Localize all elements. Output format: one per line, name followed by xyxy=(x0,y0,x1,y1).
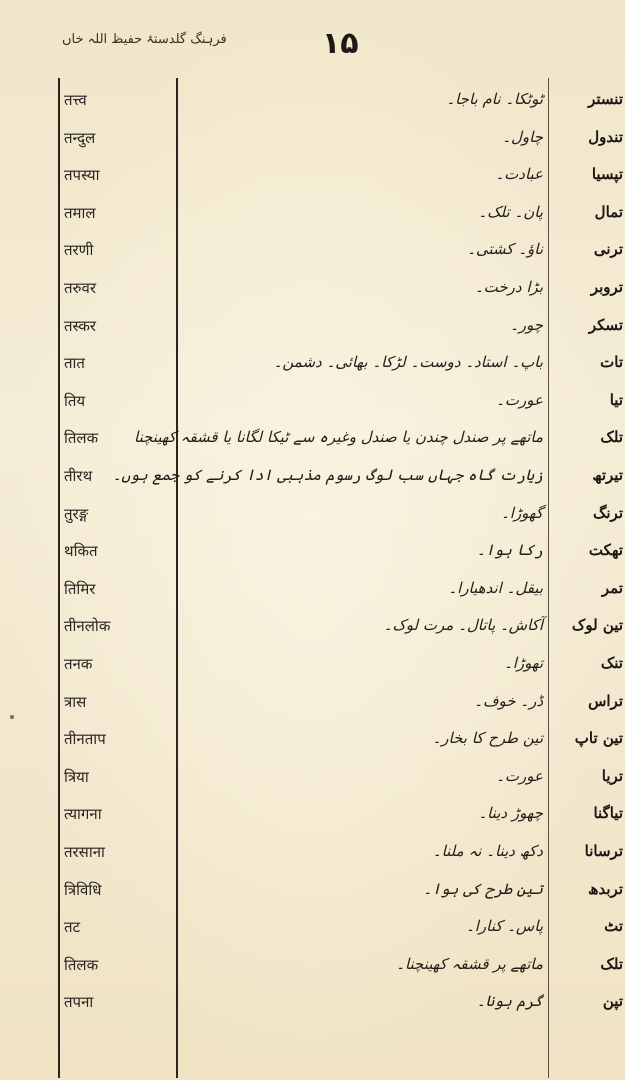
glossary-row xyxy=(0,165,625,195)
urdu-headword: تروبر xyxy=(590,278,623,296)
glossary-row xyxy=(0,428,625,458)
urdu-headword: تھکت xyxy=(588,541,623,560)
urdu-headword: تپسیا xyxy=(591,165,623,184)
glossary-row xyxy=(0,880,625,910)
urdu-headword: تین لوک xyxy=(571,616,623,635)
glossary-row xyxy=(0,541,625,571)
glossary-row xyxy=(0,466,625,496)
urdu-meaning: عورت۔ xyxy=(496,390,543,409)
urdu-headword: تلک xyxy=(600,954,623,973)
hindi-word: तरणी xyxy=(64,241,94,260)
glossary-row xyxy=(0,955,625,985)
glossary-row xyxy=(0,804,625,834)
urdu-meaning: چاول۔ xyxy=(502,127,543,146)
urdu-headword: تیاگنا xyxy=(593,804,623,823)
hindi-word: त्रिया xyxy=(64,767,89,786)
hindi-word: तिलक xyxy=(64,429,99,448)
urdu-headword: تنستر xyxy=(588,90,623,108)
hindi-word: तपस्या xyxy=(64,166,100,185)
urdu-meaning: رکا ہوا۔ xyxy=(476,541,543,560)
glossary-row xyxy=(0,842,625,872)
hindi-word: तन्दुल xyxy=(64,128,96,147)
urdu-meaning: عبادت۔ xyxy=(495,165,543,184)
hindi-word: त्यागना xyxy=(64,805,102,824)
hindi-word: तट xyxy=(64,918,81,937)
glossary-row xyxy=(0,128,625,158)
hindi-word: तत्त्व xyxy=(64,91,87,109)
urdu-meaning: بڑا درخت۔ xyxy=(474,278,543,296)
urdu-meaning: زیارت گاہ جہاں سب لوگ رسوم مذہبی ادا کرنے کو جمع ہوں۔ xyxy=(112,466,543,484)
urdu-meaning: تھوڑا۔ xyxy=(503,654,543,672)
hindi-word: तुरङ्ग xyxy=(64,504,89,523)
hindi-word: तनक xyxy=(64,655,93,673)
hindi-word: तिय xyxy=(64,391,86,410)
glossary-row xyxy=(0,992,625,1022)
urdu-meaning: تین طرح کا بخار۔ xyxy=(432,729,543,748)
urdu-headword: ترنگ xyxy=(592,503,623,522)
urdu-headword: تندول xyxy=(588,127,623,146)
urdu-meaning: پان۔ تلک۔ xyxy=(478,202,543,221)
hindi-word: थकित xyxy=(64,542,98,561)
hindi-word: तरसाना xyxy=(64,843,105,861)
hindi-word: तीनताप xyxy=(64,730,106,749)
urdu-meaning: عورت۔ xyxy=(496,766,543,785)
urdu-meaning: چور۔ xyxy=(509,315,543,334)
glossary-row xyxy=(0,579,625,609)
glossary-row xyxy=(0,240,625,270)
hindi-word: त्रास xyxy=(64,692,87,711)
urdu-headword: تٹ xyxy=(604,917,623,936)
urdu-meaning: ماتھے پر قشقہ کھینچنا۔ xyxy=(396,954,543,973)
glossary-row xyxy=(0,278,625,308)
urdu-headword: ترسانا xyxy=(584,842,623,860)
urdu-meaning: دکھ دینا۔ نہ ملنا۔ xyxy=(432,842,543,860)
urdu-headword: تیا xyxy=(609,390,623,409)
urdu-headword: تمال xyxy=(594,202,623,221)
urdu-meaning: گرم ہونا۔ xyxy=(476,992,543,1011)
urdu-headword: تیرتھ xyxy=(592,466,623,484)
glossary-row xyxy=(0,616,625,646)
urdu-headword: تربدھ xyxy=(588,879,623,898)
glossary-row xyxy=(0,692,625,722)
urdu-meaning: ماتھے پر صندل چندن یا صندل وغیرہ سے ٹیکا لگانا یا قشقہ کھینچنا xyxy=(134,428,543,447)
urdu-headword: تین تاپ xyxy=(574,729,623,748)
urdu-meaning: چھوڑ دینا۔ xyxy=(478,804,543,823)
urdu-headword: تپن xyxy=(602,992,623,1011)
hindi-word: त्रिविधि xyxy=(64,880,102,899)
urdu-headword: تریا xyxy=(601,766,623,785)
hindi-word: तिलक xyxy=(64,955,99,974)
urdu-meaning: بیقل۔ اندھیارا۔ xyxy=(448,578,543,597)
glossary-row xyxy=(0,391,625,421)
hindi-word: तपना xyxy=(64,993,94,1012)
urdu-headword: تات xyxy=(600,353,623,372)
glossary-row xyxy=(0,504,625,534)
glossary-row xyxy=(0,654,625,684)
urdu-meaning: ناؤ۔ کشتی۔ xyxy=(467,240,543,259)
urdu-meaning: تین طرح کی ہوا۔ xyxy=(423,879,543,898)
urdu-meaning: ٹوٹکا۔ نام باجا۔ xyxy=(446,90,543,108)
hindi-word: तीनलोक xyxy=(64,617,111,636)
glossary-row xyxy=(0,767,625,797)
glossary-row xyxy=(0,203,625,233)
urdu-meaning: باپ۔ استاد۔ دوست۔ لڑکا۔ بھائی۔ دشمن۔ xyxy=(273,353,543,372)
urdu-headword: ترنی xyxy=(593,240,623,259)
urdu-meaning: گھوڑا۔ xyxy=(500,503,543,522)
urdu-headword: تلک xyxy=(600,428,623,447)
hindi-word: तमाल xyxy=(64,203,96,222)
urdu-headword: تنک xyxy=(600,654,623,672)
glossary-row xyxy=(0,729,625,759)
urdu-meaning: ڈر۔ خوف۔ xyxy=(474,691,543,710)
glossary-row xyxy=(0,316,625,346)
glossary-row xyxy=(0,353,625,383)
urdu-headword: تراس xyxy=(588,691,623,710)
hindi-word: तीरथ xyxy=(64,467,93,485)
glossary-row xyxy=(0,90,625,120)
hindi-word: तस्कर xyxy=(64,316,97,335)
urdu-headword: تمر xyxy=(601,578,623,597)
hindi-word: तात xyxy=(64,354,85,373)
urdu-headword: تسکر xyxy=(588,315,623,334)
page-number: ۱۵ xyxy=(322,26,359,61)
hindi-word: तिमिर xyxy=(64,579,96,598)
urdu-meaning: پاس۔ کنارا۔ xyxy=(465,917,543,936)
urdu-meaning: آکاش۔ پاتال۔ مرت لوک۔ xyxy=(383,616,543,635)
glossary-row xyxy=(0,917,625,947)
hindi-word: तरुवर xyxy=(64,279,96,297)
running-header: فرہنگ گلدستۂ حفیظ اللہ خاں xyxy=(62,32,227,47)
